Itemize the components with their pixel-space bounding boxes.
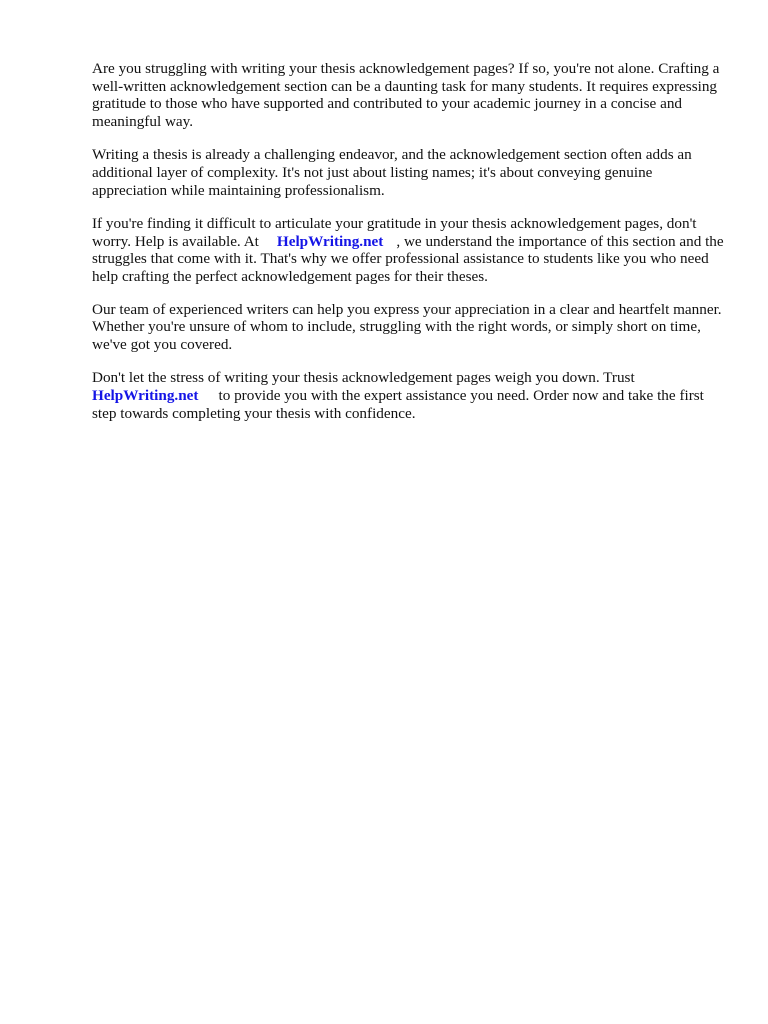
paragraph-help — [92, 215, 724, 285]
paragraph-challenge: Writing a thesis is already a challenging endeavor, and the acknowledgement section often adds an additional layer of complexity. It's not just about listing names; it's about conveying genuine appreciation while maintaining professionalism. — [92, 146, 692, 199]
paragraph-help-after: , we understand the importance of this section and the struggles that come with it. That's why we offer professional assistance to students like you who need help crafting the perfect acknowledgement pages for their theses. — [92, 232, 724, 285]
paragraph-trust — [92, 369, 724, 422]
document-body — [92, 60, 724, 437]
paragraph-team: Our team of experienced writers can help you express your appreciation in a clear and heartfelt manner. Whether you're unsure of whom to include, struggling with the right words, or simply short on time, we've got you covered. — [92, 300, 722, 353]
paragraph-trust-after: to provide you with the expert assistance you need. Order now and take the first step towards completing your thesis with confidence. — [92, 386, 704, 422]
paragraph-intro: Are you struggling with writing your thesis acknowledgement pages? If so, you're not alone. Crafting a well-written acknowledgement section can be a daunting task for many students. It requires expressing gratitude to those who have supported and contributed to your academic journey in a concise and meaningful way. — [92, 60, 720, 130]
paragraph-help-before: If you're finding it difficult to articulate your gratitude in your thesis acknowledgement pages, don't worry. Help is available. At — [92, 215, 697, 250]
paragraph-trust-before: Don't let the stress of writing your thesis acknowledgement pages weigh you down. Trust — [92, 369, 635, 387]
helpwriting-link[interactable]: HelpWriting.net — [276, 232, 384, 250]
helpwriting-link-2[interactable]: HelpWriting.net — [92, 386, 199, 404]
